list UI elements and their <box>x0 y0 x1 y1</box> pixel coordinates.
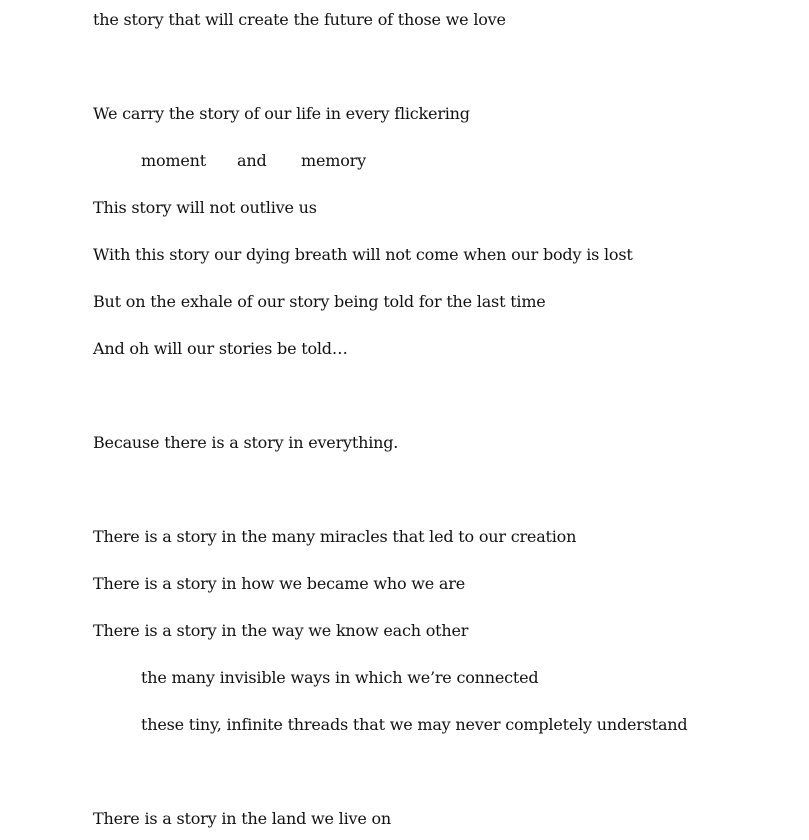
poem-line: This story will not outlive us <box>93 198 317 217</box>
poem-line-indented: these tiny, infinite threads that we may never completely understand <box>141 715 688 734</box>
poem-line: There is a story in the land we live on <box>93 809 392 828</box>
poem-line-indented: the many invisible ways in which we’re connected <box>141 668 539 687</box>
poem-line: We carry the story of our life in every flickering <box>93 104 470 123</box>
poem-line: There is a story in the way we know each other <box>93 621 469 640</box>
word-moment: moment <box>141 151 206 170</box>
poem-line: There is a story in how we became who we are <box>93 574 465 593</box>
word-memory: memory <box>301 151 366 170</box>
poem-line: There is a story in the many miracles that led to our creation <box>93 527 577 546</box>
poem-line-spaced <box>141 151 401 171</box>
poem-line: But on the exhale of our story being told for the last time <box>93 292 546 311</box>
poem-line: Because there is a story in everything. <box>93 433 399 452</box>
poem-line: With this story our dying breath will not come when our body is lost <box>93 245 633 264</box>
poem-line: And oh will our stories be told… <box>93 339 348 358</box>
word-and: and <box>237 151 267 170</box>
poem-line: the story that will create the future of those we love <box>93 10 506 29</box>
